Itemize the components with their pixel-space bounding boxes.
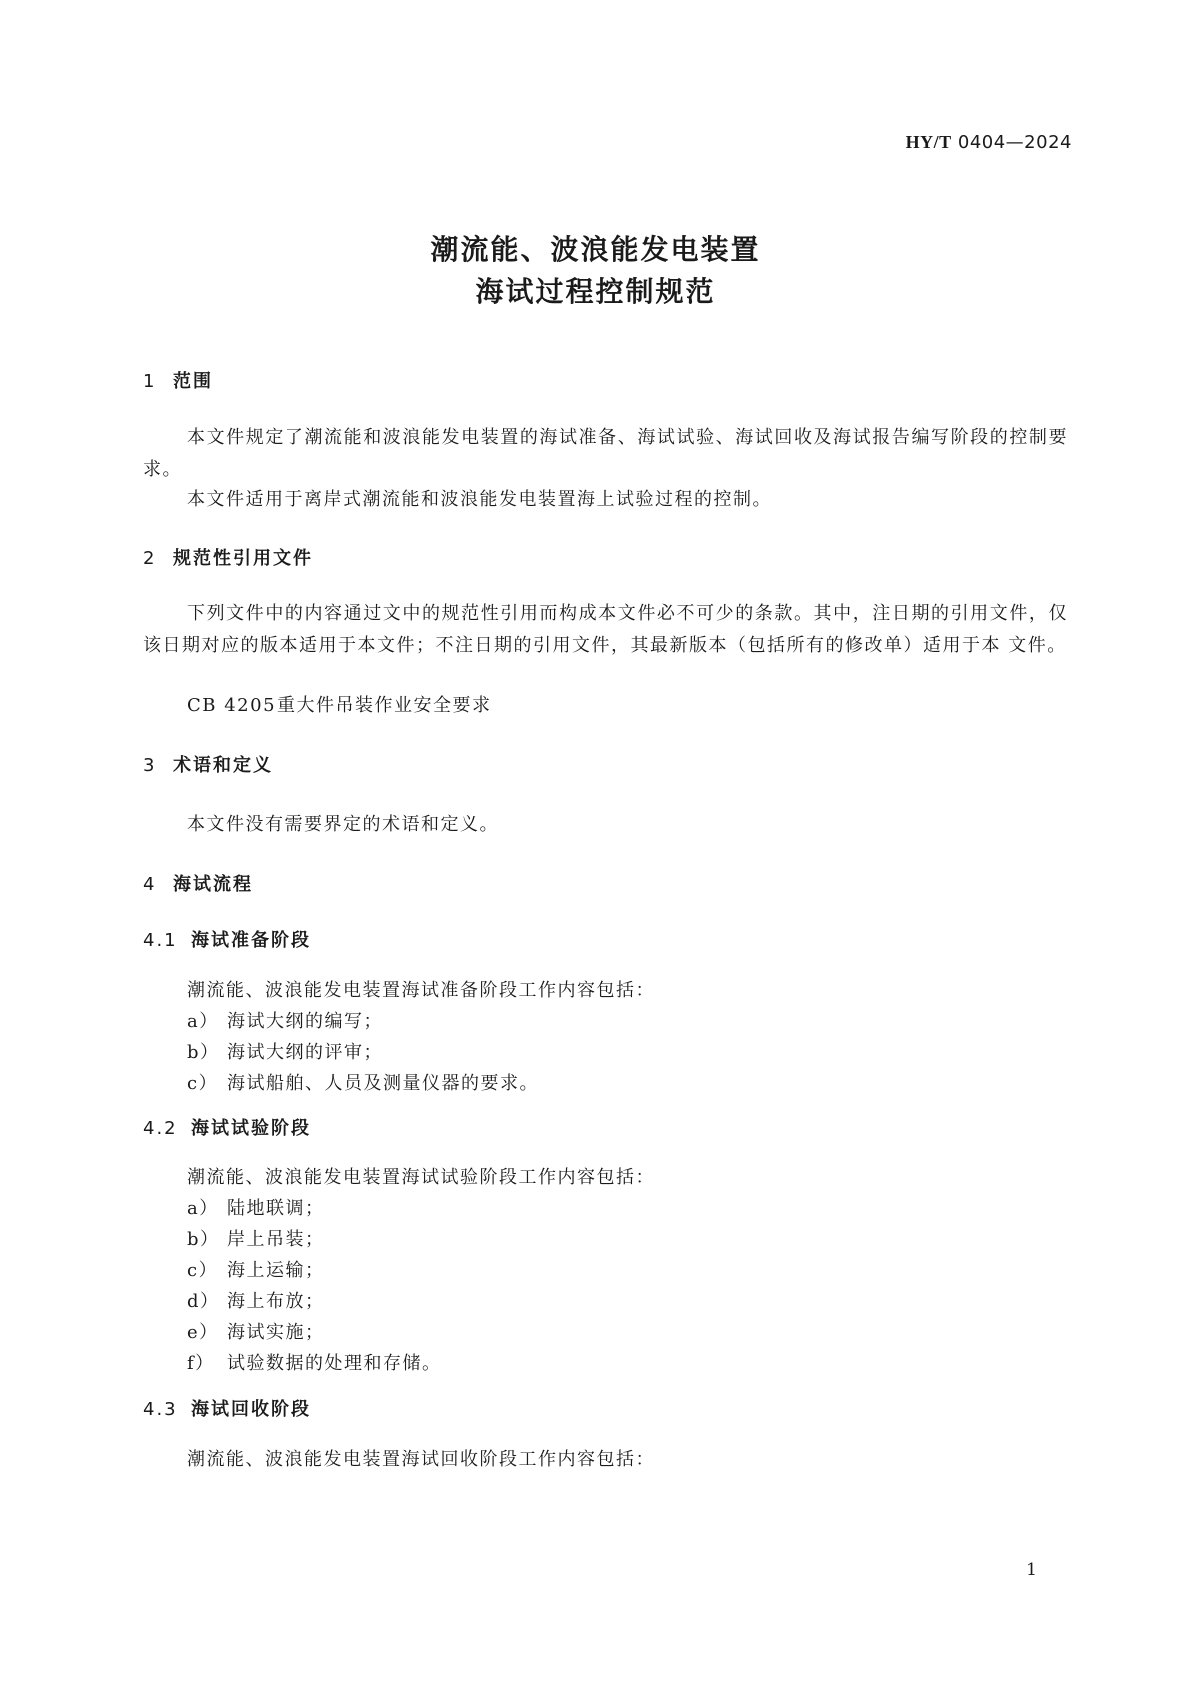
section-number: 4: [143, 874, 157, 895]
list-text: 海上布放；: [227, 1291, 325, 1312]
section-title: 海试流程: [173, 874, 253, 895]
list-marker: a）: [187, 1198, 219, 1219]
list-marker: c）: [187, 1260, 219, 1281]
subsection-number: 4.1: [143, 930, 178, 951]
subsection-heading-4-3: [143, 1395, 311, 1421]
reference-title: 重大件吊装作业安全要求: [277, 695, 492, 716]
list-text: 海试船舶、人员及测量仪器的要求。: [227, 1073, 539, 1094]
document-title-line-2: 海试过程控制规范: [475, 275, 716, 308]
standard-code: 0404—2024: [957, 132, 1072, 153]
list-item: [187, 1007, 383, 1033]
list-item: [187, 1256, 325, 1282]
subsection-heading-4-2: [143, 1114, 311, 1140]
section-title: 术语和定义: [173, 755, 273, 776]
section-number: 3: [143, 755, 157, 776]
scope-paragraph-1: 本文件规定了潮流能和波浪能发电装置的海试准备、海试试验、海试回收及海试报告编写阶段的控制要求。: [143, 427, 1068, 480]
standard-number: [906, 132, 1072, 153]
list-item: [187, 1069, 539, 1095]
list-marker: b）: [187, 1229, 220, 1250]
section-title: 范围: [173, 371, 213, 392]
subsection-intro: 潮流能、波浪能发电装置海试准备阶段工作内容包括：: [187, 980, 655, 1001]
list-item: [187, 1287, 325, 1313]
list-text: 陆地联调；: [227, 1198, 325, 1219]
document-title-line-1: 潮流能、波浪能发电装置: [430, 233, 761, 266]
section-heading-4: [143, 870, 253, 896]
list-text: 岸上吊装；: [227, 1229, 325, 1250]
reference-entry: [187, 691, 492, 717]
standard-prefix: HY/T: [905, 132, 952, 152]
page-number: 1: [1026, 1560, 1037, 1580]
list-text: 试验数据的处理和存储。: [227, 1353, 442, 1374]
subsection-title: 海试回收阶段: [191, 1399, 311, 1420]
section-number: 1: [143, 371, 157, 392]
list-item: [187, 1225, 325, 1251]
section-title: 规范性引用文件: [173, 548, 313, 569]
list-item: [187, 1318, 325, 1344]
section-heading-1: [143, 367, 213, 393]
section-heading-3: [143, 751, 273, 777]
list-text: 海试实施；: [227, 1322, 325, 1343]
scope-paragraph-2: 本文件适用于离岸式潮流能和波浪能发电装置海上试验过程的控制。: [187, 489, 772, 510]
reference-code: CB 4205: [187, 695, 277, 716]
subsection-intro: 潮流能、波浪能发电装置海试回收阶段工作内容包括：: [187, 1449, 655, 1470]
list-text: 海上运输；: [227, 1260, 325, 1281]
subsection-title: 海试准备阶段: [191, 930, 311, 951]
list-item: [187, 1038, 383, 1064]
subsection-heading-4-1: [143, 926, 311, 952]
list-marker: d）: [187, 1291, 220, 1312]
normative-references-paragraph: 下列文件中的内容通过文中的规范性引用而构成本文件必不可少的条款。其中，注日期的引用文件，仅该日期对应的版本适用于本文件；不注日期的引用文件，其最新版本（包括所有的修改单）适用于本 文件。: [143, 603, 1068, 656]
list-marker: b）: [187, 1042, 220, 1063]
subsection-number: 4.2: [143, 1118, 178, 1139]
terms-paragraph: 本文件没有需要界定的术语和定义。: [187, 814, 499, 835]
list-marker: f）: [187, 1353, 215, 1374]
list-item: [187, 1194, 325, 1220]
list-marker: e）: [187, 1322, 219, 1343]
subsection-number: 4.3: [143, 1399, 178, 1420]
subsection-title: 海试试验阶段: [191, 1118, 311, 1139]
list-text: 海试大纲的评审；: [227, 1042, 383, 1063]
section-number: 2: [143, 548, 157, 569]
subsection-intro: 潮流能、波浪能发电装置海试试验阶段工作内容包括：: [187, 1167, 655, 1188]
list-item: [187, 1349, 442, 1375]
list-marker: a）: [187, 1011, 219, 1032]
section-heading-2: [143, 544, 313, 570]
list-text: 海试大纲的编写；: [227, 1011, 383, 1032]
list-marker: c）: [187, 1073, 219, 1094]
